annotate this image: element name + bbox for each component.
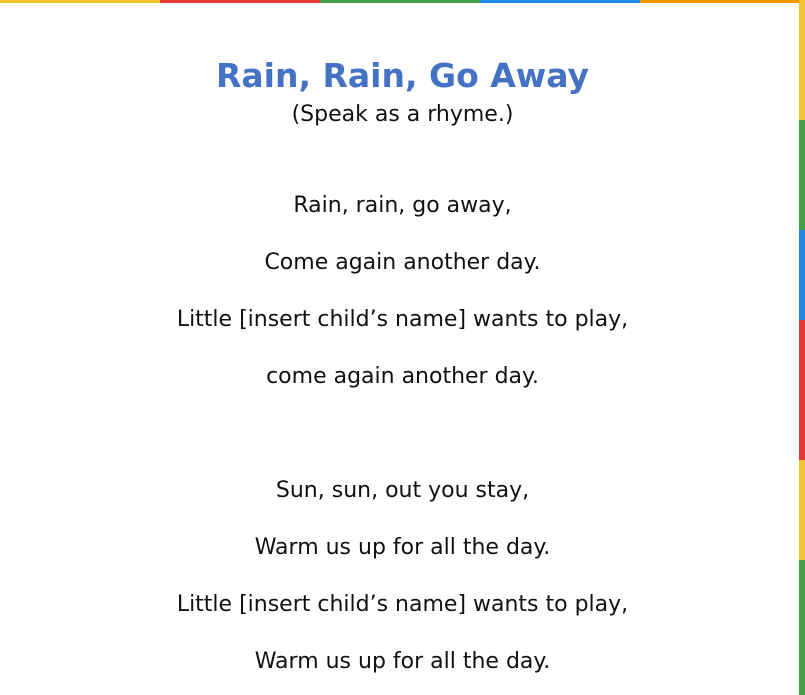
- verse-line: Sun, sun, out you stay,: [275, 478, 530, 503]
- verse-line: Little [insert child’s name] wants to play,: [176, 307, 629, 332]
- verse-line: Rain, rain, go away,: [293, 193, 512, 218]
- verse-line: Warm us up for all the day.: [254, 649, 551, 674]
- subtitle: (Speak as a rhyme.): [291, 102, 514, 127]
- page-title: Rain, Rain, Go Away: [215, 56, 590, 95]
- verse-line: Come again another day.: [264, 250, 541, 275]
- verse-line: come again another day.: [266, 364, 539, 389]
- verse-line: Warm us up for all the day.: [254, 535, 551, 560]
- verse-line: Little [insert child’s name] wants to play,: [176, 592, 629, 617]
